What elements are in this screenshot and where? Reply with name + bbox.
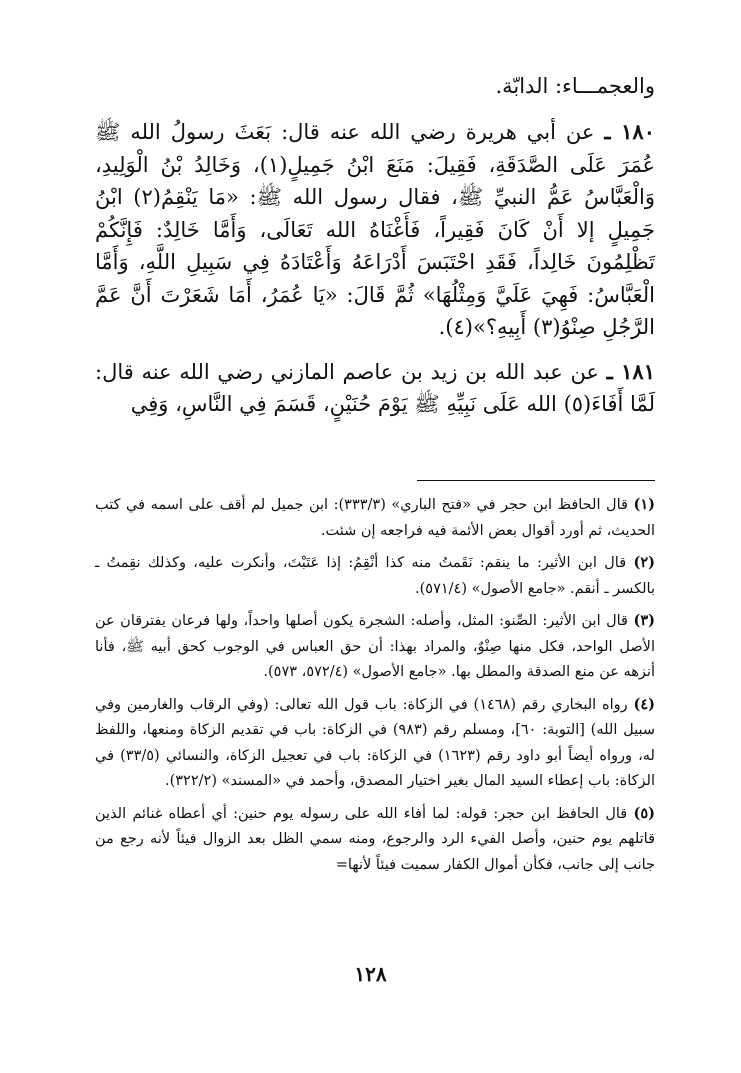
footnotes bbox=[95, 492, 655, 884]
hadith-181 bbox=[95, 356, 655, 421]
footnote-number: (٣) bbox=[633, 612, 656, 629]
footnote-4 bbox=[95, 692, 655, 795]
main-text bbox=[95, 70, 655, 421]
footnote-number: (٤) bbox=[633, 695, 656, 713]
hadith-180 bbox=[95, 116, 655, 344]
footnote-text: قال الحافظ ابن حجر في «فتح الباري» (٣٣٣/٣): ابن جميل لم أقف على اسمه في كتب الحديث، ثم أورد أقوال بعض الأئمة فيه فراجعه إن شئت. bbox=[95, 497, 655, 539]
footnote-text: رواه البخاري رقم (١٤٦٨) في الزكاة: باب قول الله تعالى: (وفي الرقاب والغارمين وفي سبيل الله) [التوبة: ٦٠]، ومسلم رقم (٩٨٣) في الزكاة: باب في تقديم الزكاة ومنعها، واللفظ له، ورواه أيضاً أبو داود رقم (١٦٢٣) في الزكاة: باب في تعجيل الزكاة، والنسائي (٣٣/٥) في الزكاة: باب إعطاء السيد المال بغير اختيار المصدق، وأحمد في «المسند» (٣٢٢/٢). bbox=[95, 696, 655, 789]
footnote-text: قال ابن الأثير: الصِّنو: المثل، وأصله: الشجرة يكون أصلها واحداً، ولها فرعان يفترقان عن الأصل الواحد، فكل منها صِنْوٌ، والمراد بهذا: أن حق العباس في الوجوب كحق أبيه ﷺ، فأنا أنزهه عن منع الصدقة والمطل بها. «جامع الأصول» (٥٧٢/٤، ٥٧٣). bbox=[95, 613, 655, 680]
footnote-2 bbox=[95, 550, 655, 602]
footnote-number: (٢) bbox=[633, 554, 656, 571]
footnote-3 bbox=[95, 608, 655, 686]
page-number: ١٢٨ bbox=[354, 962, 387, 986]
footnote-text: قال ابن الأثير: ما ينقم: نَقَمتُ منه كذا أنْقِمُ: إذا عَتَبْتَ، وأنكرت عليه، وكذلك نقِمتُ ـ بالكسر ـ أنقم. «جامع الأصول» (٥٧١/٤). bbox=[95, 555, 655, 597]
footnote-1 bbox=[95, 492, 655, 544]
footnote-5 bbox=[95, 801, 655, 879]
hadith-text: عن عبد الله بن زيد بن عاصم المازني رضي الله عنه قال: لَمَّا أَفَاءَ(٥) الله عَلَى نَبِيِّهِ ﷺ يَوْمَ حُنَيْنٍ، قَسَمَ فِي النَّاسِ، وَفِي bbox=[95, 359, 655, 416]
hadith-number: ١٨٠ ـ bbox=[604, 119, 655, 144]
hadith-text: عن أبي هريرة رضي الله عنه قال: بَعَثَ رسولُ الله ﷺ عُمَرَ عَلَى الصَّدَقَةِ، فَقِيلَ: مَنَعَ ابْنُ جَمِيلٍ(١)، وَخَالِدُ بْنُ الْوَلِيدِ، وَالْعَبَّاسُ عَمُّ النبيِّ ﷺ، فقال رسول الله ﷺ: «مَا يَنْقِمُ(٢) ابْنُ جَمِيلٍ إلا أَنْ كَانَ فَقِيراً، فَأَغْنَاهُ الله تَعَالَى، وَأَمَّا خَالِدٌ: فَإِنَّكُمْ تَظْلِمُونَ خَالِداً، فَقَدِ احْتَبَسَ أَدْرَاعَهُ وَأَعْتَادَهُ فِي سَبِيلِ اللَّهِ، وَأَمَّا الْعَبَّاسُ: فَهِيَ عَلَيَّ وَمِثْلُهَا» ثُمَّ قَالَ: «يَا عُمَرُ، أَمَا شَعَرْتَ أَنَّ عَمَّ الرَّجُلِ صِنْوُ(٣) أَبِيهِ؟»(٤). bbox=[95, 120, 655, 339]
hadith-number: ١٨١ ـ bbox=[606, 358, 655, 384]
footnote-number: (١) bbox=[633, 496, 656, 513]
footnote-divider bbox=[417, 480, 655, 481]
footnote-text: قال الحافظ ابن حجر: قوله: لما أفاء الله على رسوله يوم حنين: أي أعطاه غنائم الذين قاتلهم يوم حنين، وأصل الفيء الرد والرجوع، ومنه سمي الظل بعد الزوال فيئاً لأنه رجع من جانب إلى جانب، فكأن أموال الكفار سميت فيئاً لأنها= bbox=[95, 805, 655, 873]
top-line: والعجمـــاء: الدابّة. bbox=[495, 74, 655, 98]
footnote-number: (٥) bbox=[633, 804, 655, 822]
